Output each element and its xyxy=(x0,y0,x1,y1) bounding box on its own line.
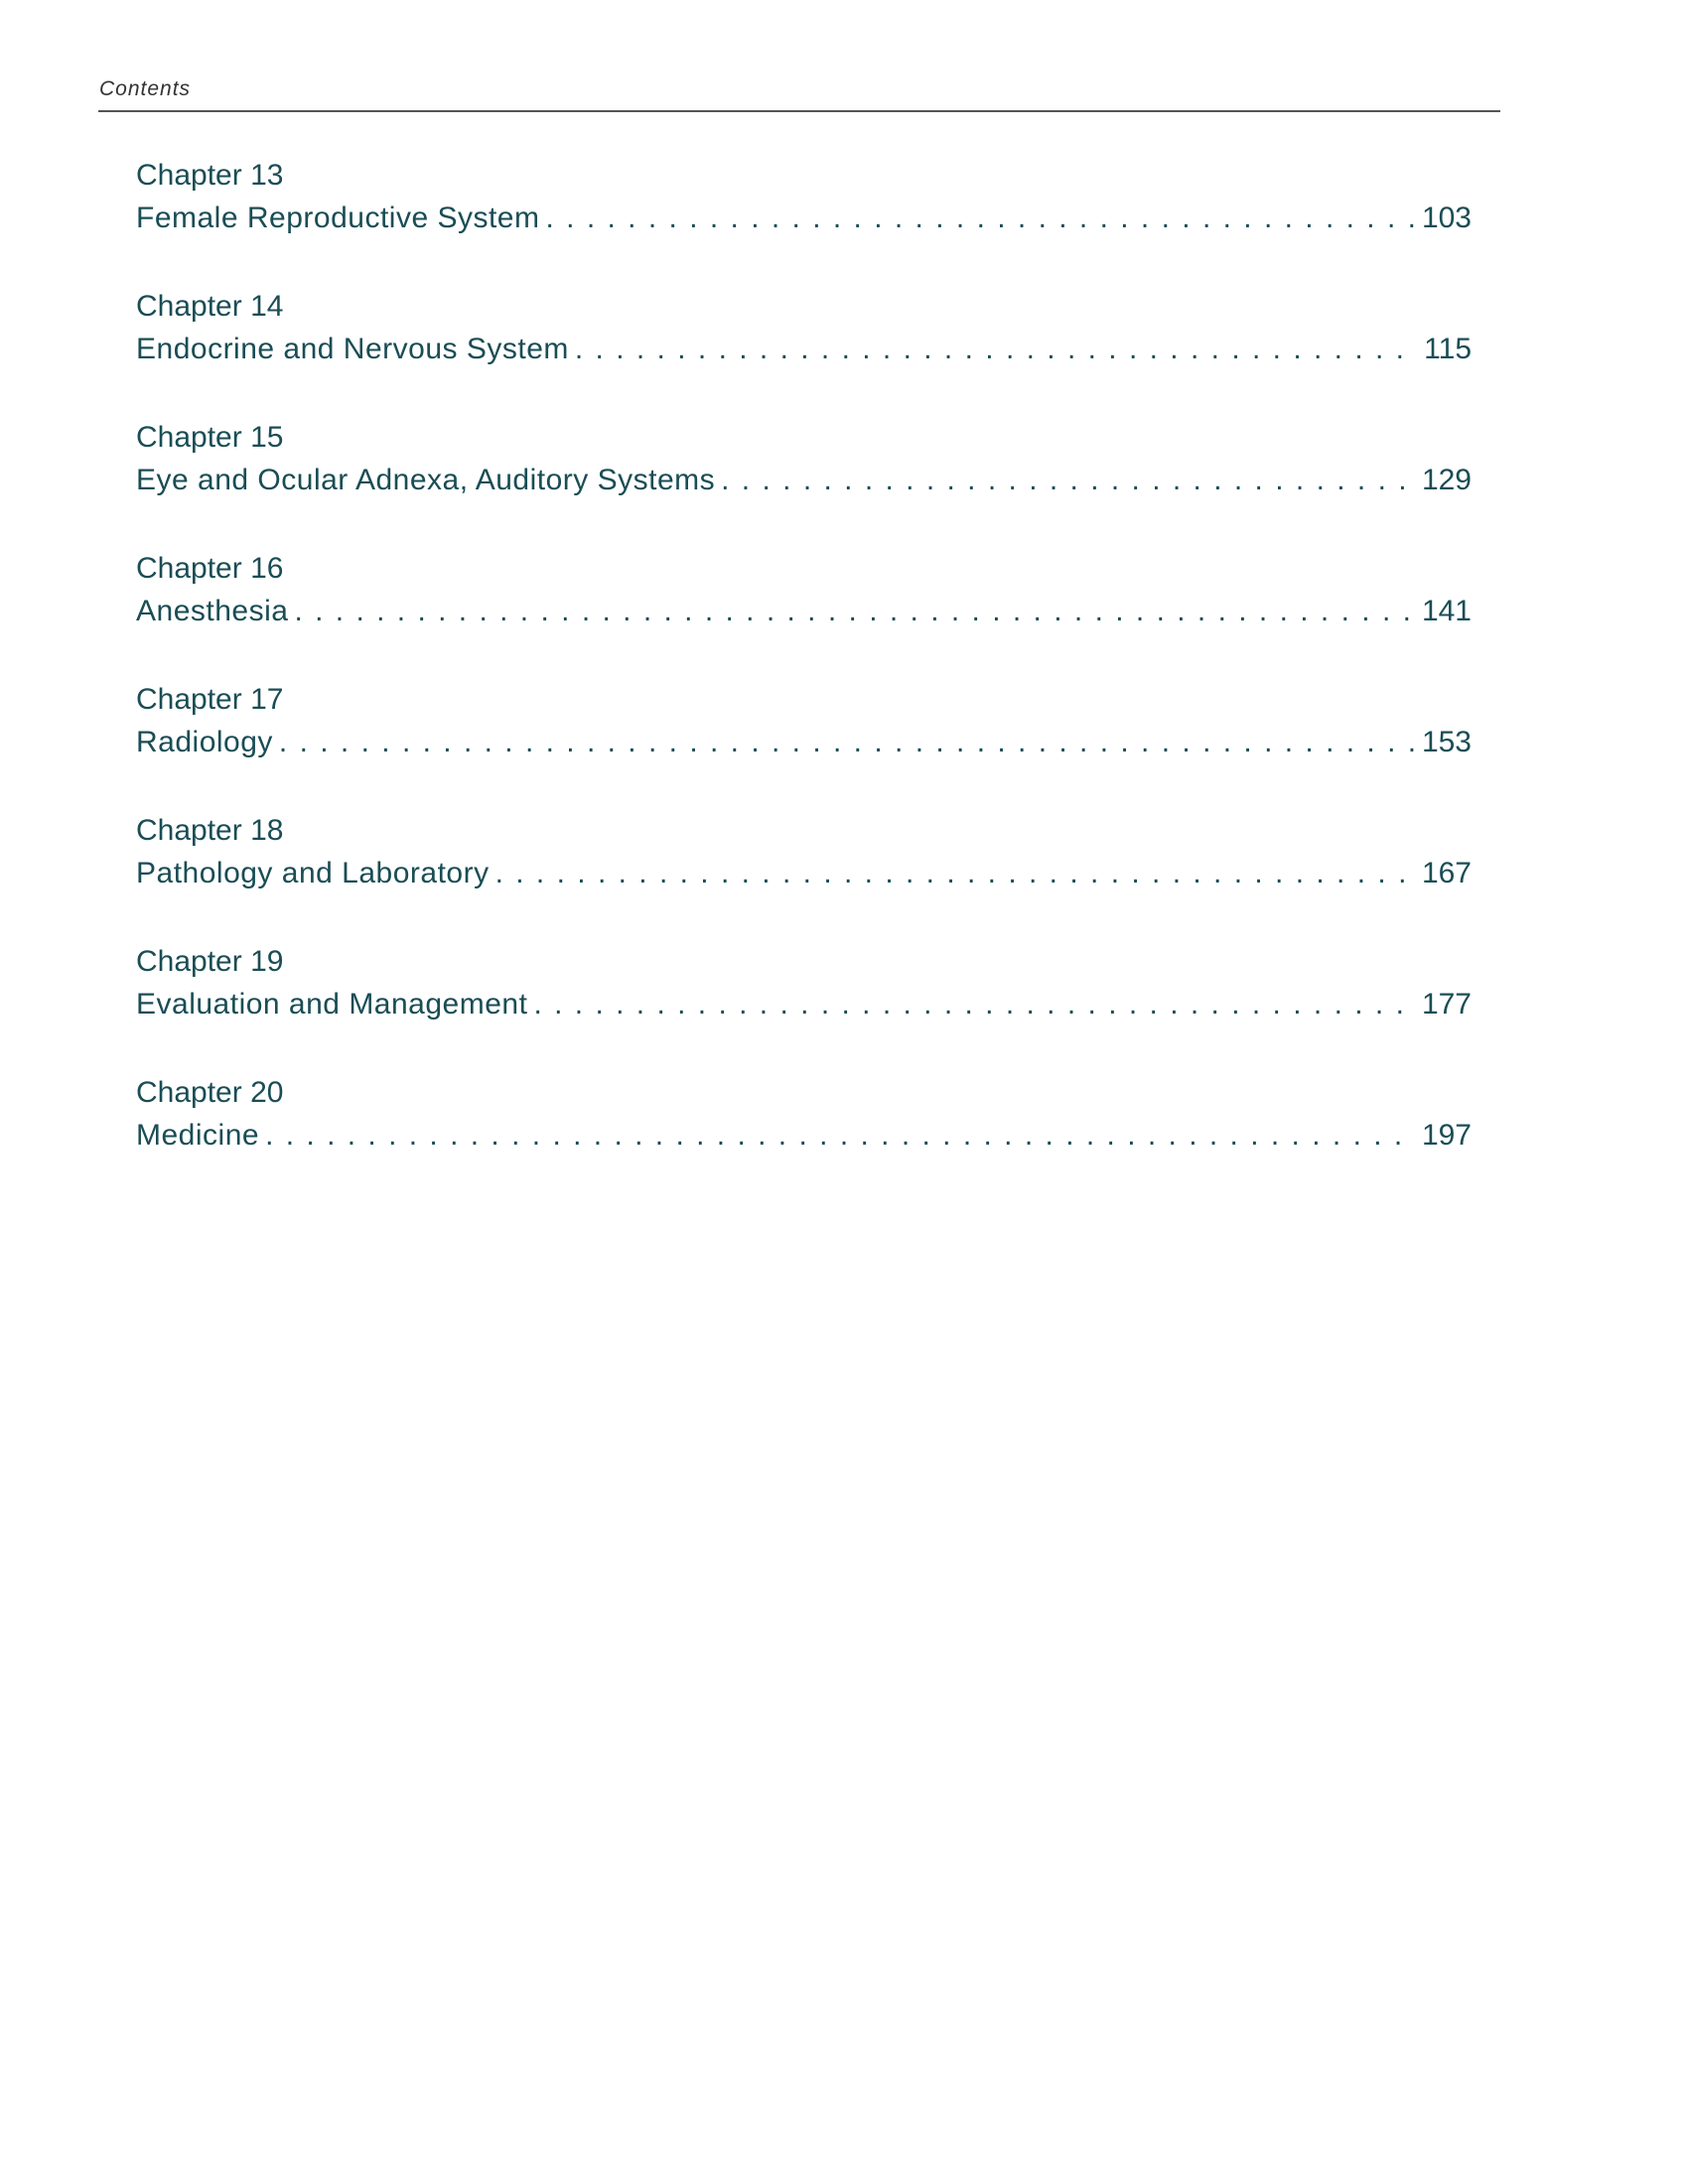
chapter-title[interactable]: Endocrine and Nervous System xyxy=(136,333,569,365)
dot-leader xyxy=(721,459,1416,502)
toc-line xyxy=(136,459,1472,502)
toc-entry[interactable] xyxy=(136,1072,1472,1203)
dot-leader xyxy=(265,1114,1416,1158)
chapter-label: Chapter 13 xyxy=(136,159,284,192)
dot-leader xyxy=(495,852,1416,895)
toc-line xyxy=(136,721,1472,764)
chapter-title[interactable]: Medicine xyxy=(136,1119,260,1152)
chapter-title[interactable]: Evaluation and Management xyxy=(136,988,528,1021)
chapter-title[interactable]: Radiology xyxy=(136,726,273,758)
toc-line xyxy=(136,983,1472,1026)
toc-line xyxy=(136,852,1472,895)
page-number: 197 xyxy=(1421,1119,1472,1152)
running-header: Contents xyxy=(99,77,192,100)
dot-leader xyxy=(279,721,1416,764)
page-number: 177 xyxy=(1421,988,1472,1021)
dot-leader xyxy=(294,590,1416,633)
dot-leader xyxy=(533,983,1416,1026)
chapter-label: Chapter 16 xyxy=(136,552,284,585)
page-number: 167 xyxy=(1421,857,1472,889)
toc-line xyxy=(136,590,1472,633)
dot-leader xyxy=(546,197,1416,240)
page-number: 129 xyxy=(1421,464,1472,496)
toc-entry[interactable] xyxy=(136,548,1472,679)
page-number: 141 xyxy=(1421,595,1472,627)
chapter-label: Chapter 19 xyxy=(136,945,284,978)
chapter-label: Chapter 14 xyxy=(136,290,284,323)
toc-entry[interactable] xyxy=(136,941,1472,1072)
toc-line xyxy=(136,197,1472,240)
chapter-label: Chapter 15 xyxy=(136,421,284,454)
chapter-title[interactable]: Female Reproductive System xyxy=(136,202,540,234)
chapter-title[interactable]: Eye and Ocular Adnexa, Auditory Systems xyxy=(136,464,716,496)
toc-entry[interactable] xyxy=(136,417,1472,548)
toc-entry[interactable] xyxy=(136,155,1472,286)
chapter-label: Chapter 20 xyxy=(136,1076,284,1109)
header-rule xyxy=(98,110,1500,112)
page-number: 103 xyxy=(1421,202,1472,234)
chapter-title[interactable]: Anesthesia xyxy=(136,595,289,627)
page-number: 153 xyxy=(1421,726,1472,758)
toc-entry[interactable] xyxy=(136,810,1472,941)
chapter-label: Chapter 18 xyxy=(136,814,284,847)
toc-entry[interactable] xyxy=(136,286,1472,417)
toc-line xyxy=(136,1114,1472,1158)
dot-leader xyxy=(575,328,1418,371)
chapter-title[interactable]: Pathology and Laboratory xyxy=(136,857,490,889)
table-of-contents xyxy=(136,155,1472,1203)
toc-entry[interactable] xyxy=(136,679,1472,810)
toc-line xyxy=(136,328,1472,371)
chapter-label: Chapter 17 xyxy=(136,683,284,716)
page-number: 115 xyxy=(1424,333,1472,365)
